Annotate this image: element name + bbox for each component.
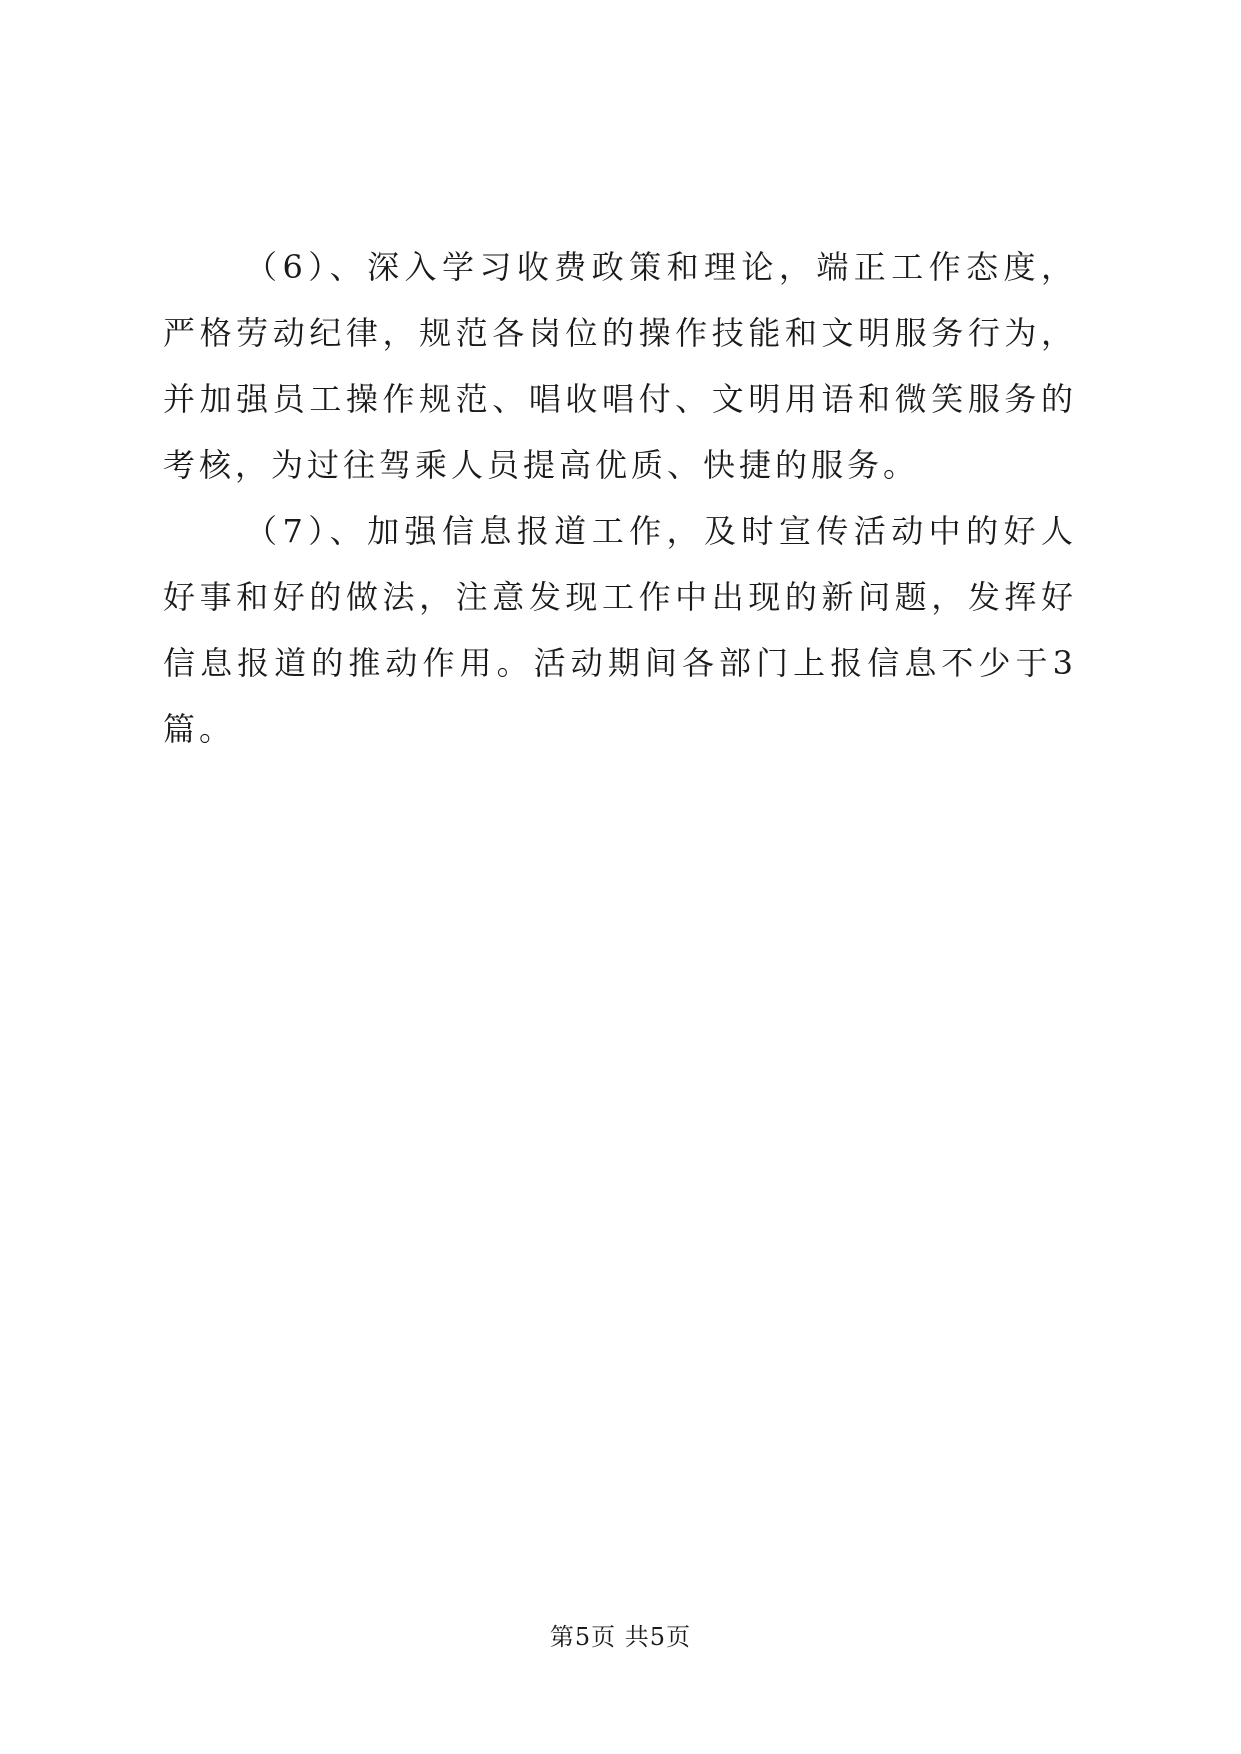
page-number: 第5页 共5页: [549, 1623, 692, 1651]
paragraph-item-6: （6）、深入学习收费政策和理论，端正工作态度，严格劳动纪律，规范各岗位的操作技能和文明服务行为，并加强员工操作规范、唱收唱付、文明用语和微笑服务的考核，为过往驾乘人员提高优质、快捷的服务。: [163, 248, 1077, 484]
document-body: [163, 234, 1077, 762]
paragraph-item-7: （7）、加强信息报道工作，及时宣传活动中的好人好事和好的做法，注意发现工作中出现的新问题，发挥好信息报道的推动作用。活动期间各部门上报信息不少于3篇。: [163, 512, 1077, 748]
page-footer: [0, 1622, 1241, 1652]
